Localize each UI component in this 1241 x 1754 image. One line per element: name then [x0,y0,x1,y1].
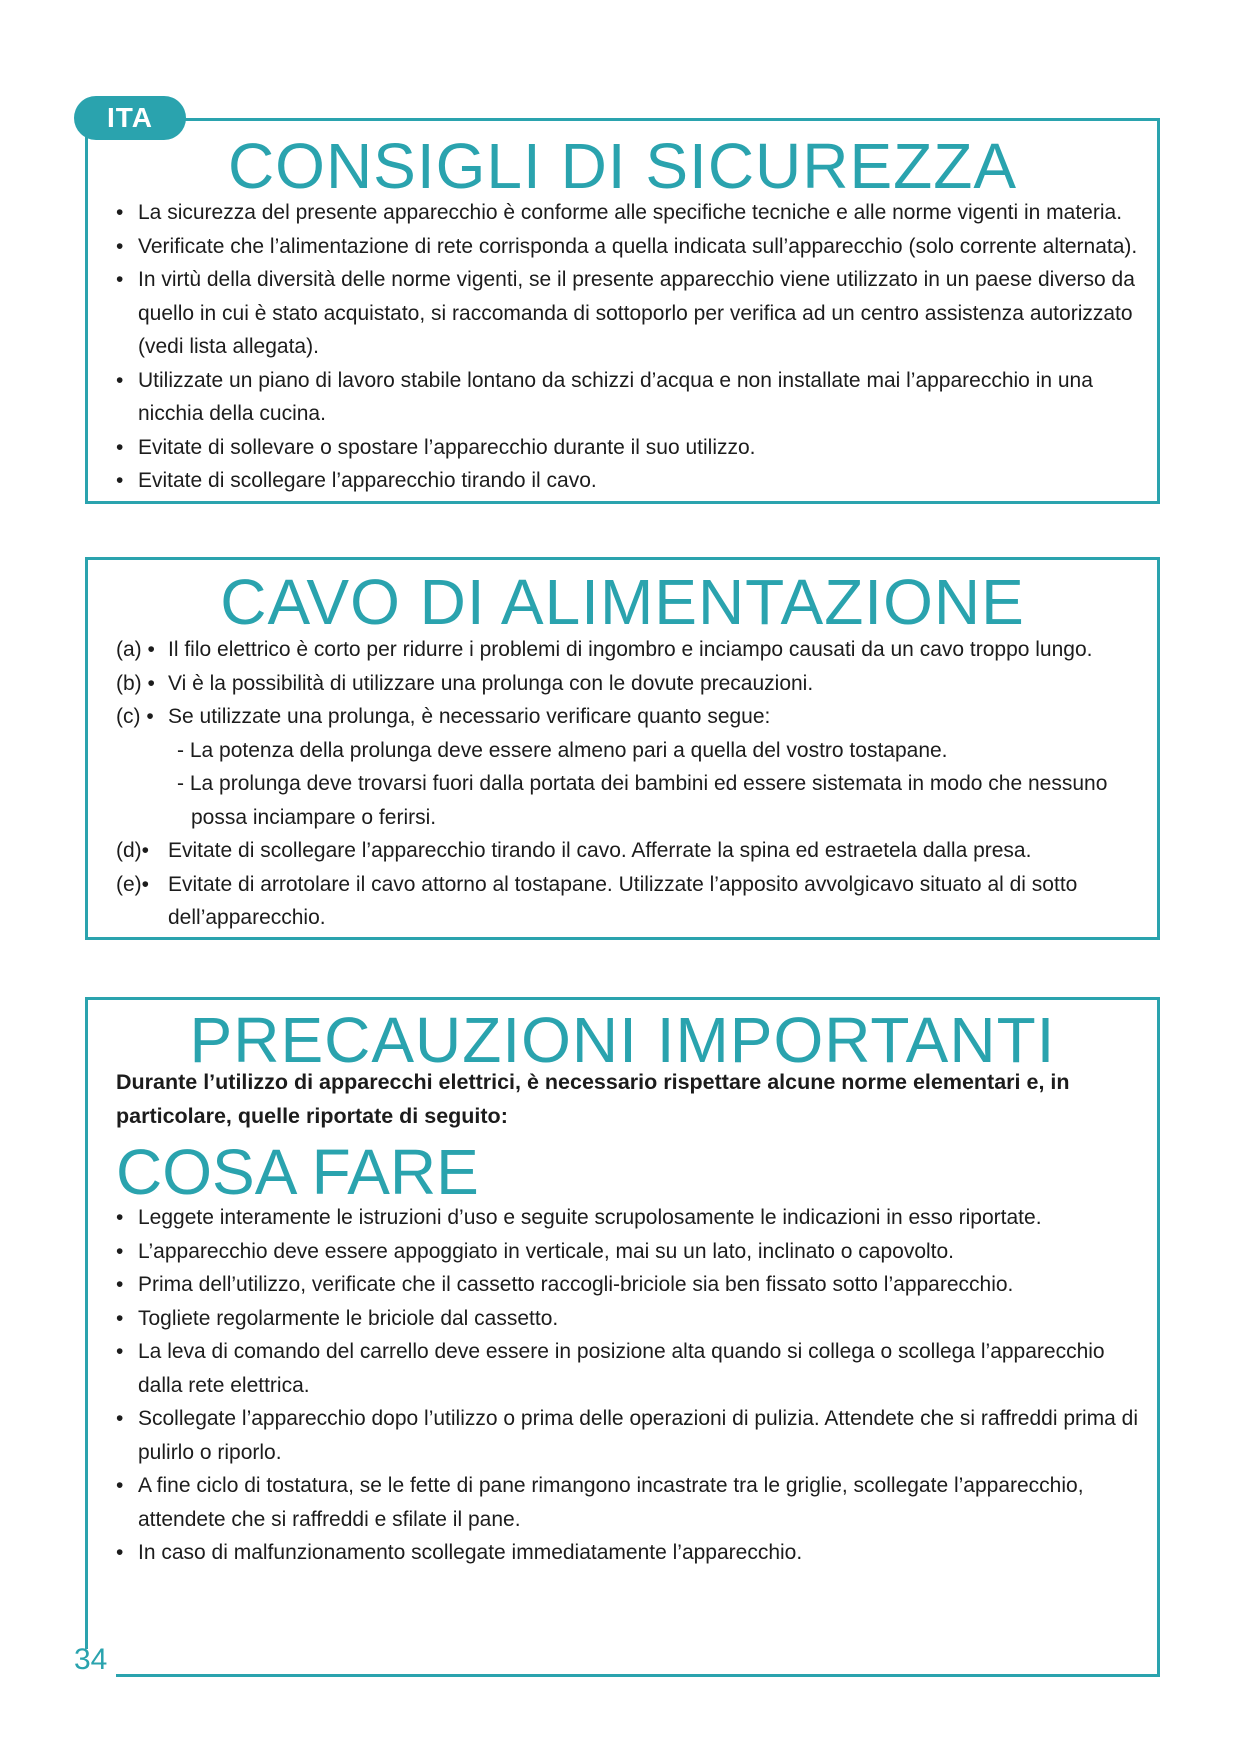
list-item: • In virtù della diversità delle norme vigenti, se il presente apparecchio viene utilizzato in un paese diverso da quello in cui è stato acquistato, si raccomanda di sottoporlo per verifica ad un centro assistenza autorizzato (vedi lista allegata). [116,268,1135,358]
list-item: • Scollegate l’apparecchio dopo l’utilizzo o prima delle operazioni di pulizia. Attendete che si raffreddi prima di pulirlo o riporlo. [116,1407,1139,1464]
list-item: • Togliete regolarmente le briciole dal cassetto. [116,1306,559,1330]
language-badge: ITA [74,96,186,140]
list-item: • Utilizzate un piano di lavoro stabile lontano da schizzi d’acqua e non installate mai l’apparecchio in una nicchia della cucina. [116,368,1093,425]
list-item: (b) • Vi è la possibilità di utilizzare una prolunga con le dovute precauzioni. [116,671,814,695]
list-item: • Evitate di scollegare l’apparecchio tirando il cavo. [116,469,597,492]
list-item: • La sicurezza del presente apparecchio è conforme alle specifiche tecniche e alle norme vigenti in materia. [116,201,1123,224]
precautions-left-border [85,997,88,1649]
list-item: • Leggete interamente le istruzioni d’uso e seguite scrupolosamente le indicazioni in esso riportate. [116,1206,1042,1229]
safety-title: CONSIGLI DI SICUREZZA [227,130,1018,202]
list-item: • In caso di malfunzionamento scollegate immediatamente l’apparecchio. [116,1541,803,1564]
dos-list [116,1201,1146,1570]
list-item: (a) • Il filo elettrico è corto per ridurre i problemi di ingombro e inciampo causati da un cavo troppo lungo. [116,638,1093,661]
list-item: (c) • Se utilizzate una prolunga, è necessario verificare quanto segue: [116,705,771,728]
power-cord-title: CAVO DI ALIMENTAZIONE [220,566,1025,638]
page-number: 34 [74,1643,108,1676]
list-item: • Verificate che l’alimentazione di rete corrisponda a quella indicata sull’apparecchio (solo corrente alternata). [116,234,1138,258]
precautions-title: PRECAUZIONI IMPORTANTI [189,1004,1056,1076]
list-item: • Prima dell’utilizzo, verificate che il cassetto raccogli-briciole sia ben fissato sotto l’apparecchio. [116,1273,1014,1296]
list-subitem: - La prolunga deve trovarsi fuori dalla portata dei bambini ed essere sistemata in modo che nessuno possa inciampare o ferirsi. [177,772,1108,829]
list-item: • L’apparecchio deve essere appoggiato in verticale, mai su un lato, inclinato o capovolto. [116,1239,955,1263]
safety-list [116,196,1146,498]
power-cord-list [116,633,1151,935]
list-item: (d)• Evitate di scollegare l’apparecchio tirando il cavo. Afferrate la spina ed estraetela dalla presa. [116,839,1032,862]
list-subitem: - La potenza della prolunga deve essere almeno pari a quella del vostro tostapane. [177,738,948,762]
list-item: (e)• Evitate di arrotolare il cavo attorno al tostapane. Utilizzate l’apposito avvolgicavo situato al di sotto dell’apparecchio. [116,872,1078,929]
list-item: • La leva di comando del carrello deve essere in posizione alta quando si collega o scollega l’apparecchio dalla rete elettrica. [116,1340,1105,1397]
dos-subtitle: COSA FARE [116,1136,479,1208]
precautions-intro: Durante l’utilizzo di apparecchi elettrici, è necessario rispettare alcune norme elementari e, in particolare, quelle riportate di seguito: [116,1070,1070,1128]
list-item: • Evitate di sollevare o spostare l’apparecchio durante il suo utilizzo. [116,435,756,459]
page-bottom-rule [116,1674,1160,1677]
list-item: • A fine ciclo di tostatura, se le fette di pane rimangono incastrate tra le griglie, scollegate l’apparecchio, attendete che si raffreddi e sfilate il pane. [116,1474,1084,1531]
